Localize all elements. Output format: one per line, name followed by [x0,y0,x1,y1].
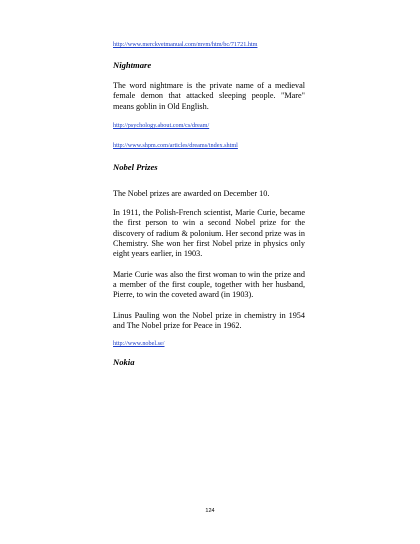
nightmare-heading: Nightmare [113,60,152,70]
shpm-link[interactable]: http://www.shpm.com/articles/dreams/index.shtml [113,141,238,149]
nokia-heading: Nokia [113,357,135,368]
nobel-paragraph-3: Marie Curie was also the first woman to win the prize and a member of the first couple, together with her husband, Pierre, to win the coveted award (in 1903). [113,269,305,300]
nobel-paragraph-2: In 1911, the Polish-French scientist, Marie Curie, became the first person to win a second Nobel prize for the discovery of radium & polonium. Her second prize was in Chemistry. She won her first Nobel prize in physics only eight years earlier, in 1903. [113,208,305,259]
merck-link[interactable]: http://www.merckvetmanual.com/mvm/htm/bc/71721.htm [113,41,258,48]
nobel-link[interactable]: http://www.nobel.se/ [113,340,165,348]
psychology-link[interactable]: http://psychology.about.com/cs/dream/ [113,121,210,129]
nightmare-paragraph: The word nightmare is the private name of a medieval female demon that attacked sleeping people. "Mare" means goblin in Old English. [113,81,305,111]
page-content [113,36,305,368]
nobel-heading: Nobel Prizes [113,161,158,172]
nobel-paragraph-1: The Nobel prizes are awarded on December 10. [113,188,270,198]
page-number: 124 [205,508,215,514]
nobel-paragraph-4: Linus Pauling won the Nobel prize in chemistry in 1954 and The Nobel prize for Peace in 1962. [113,310,305,330]
